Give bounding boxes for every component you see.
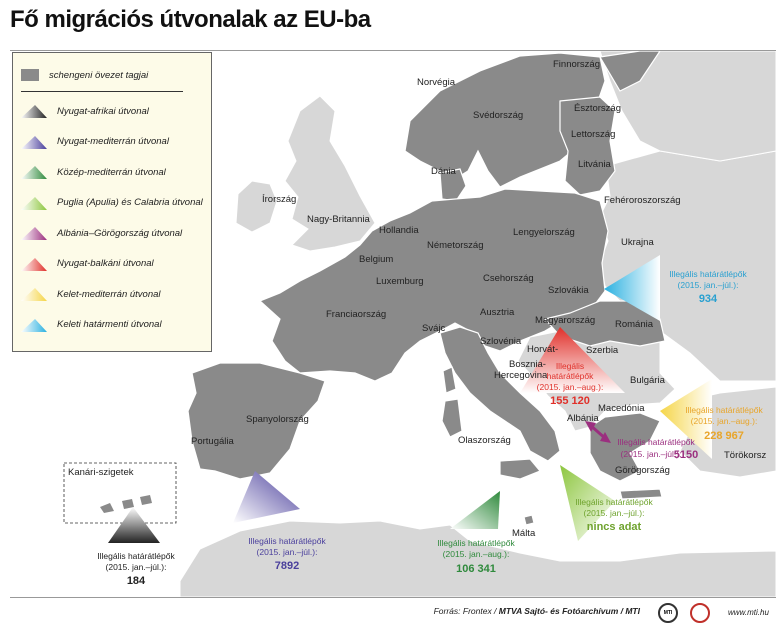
legend-divider — [21, 91, 183, 92]
label-belgium: Belgium — [359, 254, 394, 265]
label-lettorszag: Lettország — [571, 129, 616, 140]
label-nemetorszag: Németország — [427, 240, 484, 251]
stat-value: 106 341 — [456, 563, 496, 575]
map-legend — [12, 52, 212, 352]
stat-line: Illegális határátlépők — [437, 538, 515, 548]
label-magyarorszag: Magyarország — [535, 315, 596, 326]
legend-arrow-icon — [19, 256, 49, 272]
legend-label: Albánia–Görögország útvonal — [57, 227, 183, 239]
stat-value: 5150 — [673, 449, 699, 461]
source-credit — [434, 606, 640, 616]
stat-line: Illegális határátlépők — [97, 551, 175, 561]
legend-arrow-icon — [19, 317, 49, 333]
legend-arrow-icon — [19, 134, 49, 150]
stat-line: (2015. jan.–aug.): — [442, 549, 510, 559]
label-irorszag: Írország — [262, 194, 297, 205]
label-macedonia: Macedónia — [598, 403, 645, 414]
stat-line: (2015. jan.–júl.): — [256, 547, 318, 557]
label-olaszorszag: Olaszország — [458, 435, 511, 446]
stat-line: (2015. jan.–aug.): — [690, 416, 758, 426]
legend-item-route — [19, 103, 149, 119]
label-esztorszag: Észtország — [574, 103, 621, 114]
stat-value: 184 — [126, 575, 146, 587]
stat-line: (2015. jan.–aug.): — [536, 382, 604, 392]
stat-line: Illegális határátlépők — [617, 437, 695, 447]
source-bold: MTVA Sajtó- és Fotóarchívum / MTI — [498, 606, 640, 616]
legend-item-route — [19, 195, 203, 211]
label-bulgaria: Bulgária — [630, 375, 665, 386]
legend-arrow-icon — [19, 103, 49, 119]
stat-line: Illegális határátlépők — [575, 497, 653, 507]
legend-label: schengeni övezet tagjai — [49, 69, 149, 81]
label-feheroroszorszag: Fehéroroszország — [604, 195, 681, 206]
label-dania: Dánia — [431, 166, 456, 177]
label-luxemburg: Luxemburg — [376, 276, 424, 287]
label-bosznia: Bosznia- — [509, 359, 546, 370]
legend-label: Nyugat-mediterrán útvonal — [57, 136, 169, 147]
label-gorogorszag: Görögország — [615, 465, 670, 476]
legend-item-route — [19, 164, 166, 180]
stat-line: Illegális határátlépők — [669, 269, 747, 279]
stat-value: nincs adat — [586, 521, 642, 533]
label-albania: Albánia — [567, 413, 599, 424]
label-franciaorszag: Franciaország — [326, 309, 387, 320]
label-malta: Málta — [512, 528, 536, 539]
label-szerbia: Szerbia — [586, 345, 619, 356]
legend-item-route — [19, 256, 154, 272]
label-portugalia: Portugália — [191, 436, 234, 447]
stat-line: határátlépők — [546, 371, 594, 381]
label-romania: Románia — [615, 319, 654, 330]
legend-item-route — [19, 317, 162, 333]
label-svedorszag: Svédország — [473, 110, 524, 121]
stat-line: (2015. jan.–júl.): — [677, 280, 739, 290]
label-ukrajna: Ukrajna — [621, 237, 654, 248]
label-hercegovina: Hercegovina — [494, 370, 548, 381]
page-title: Fő migrációs útvonalak az EU-ba — [10, 6, 371, 33]
land-malta — [524, 515, 534, 525]
stat-value: 228 967 — [704, 430, 744, 442]
stat-value: 155 120 — [550, 395, 590, 407]
stat-value: 934 — [698, 293, 718, 305]
label-csehorszag: Csehország — [483, 273, 534, 284]
label-kanari: Kanári-szigetek — [68, 467, 134, 478]
legend-swatch-schengen — [19, 68, 41, 82]
stat-line: (2015. jan.–júl.): — [105, 562, 167, 572]
legend-label: Keleti határmenti útvonal — [57, 319, 162, 330]
stat-albania-greece — [617, 437, 698, 461]
label-szlovakia: Szlovákia — [548, 285, 589, 296]
label-svajc: Svájc — [422, 323, 446, 334]
label-litvania: Litvánia — [578, 159, 611, 170]
mti-logo-text: MTI — [663, 610, 673, 616]
source-prefix: Forrás: Frontex / — [433, 606, 499, 616]
label-hollandia: Hollandia — [379, 225, 419, 236]
label-nagybritannia: Nagy-Britannia — [307, 214, 370, 225]
legend-arrow-icon — [19, 164, 49, 180]
label-spanyolorszag: Spanyolország — [246, 414, 309, 425]
label-norvegia: Norvégia — [417, 77, 456, 88]
stat-line: (2015. jan.–júl.): — [583, 508, 645, 518]
legend-arrow-icon — [19, 225, 49, 241]
legend-arrow-icon — [19, 195, 49, 211]
legend-item-schengen — [19, 67, 148, 83]
legend-item-route — [19, 134, 169, 150]
legend-label: Kelet-mediterrán útvonal — [57, 288, 161, 300]
legend-label: Nyugat-afrikai útvonal — [57, 105, 149, 117]
label-szlovenia: Szlovénia — [480, 336, 522, 347]
legend-arrow-icon — [19, 286, 49, 302]
label-horvatorszag: Horvát- — [527, 344, 559, 355]
stat-line: Illegális határátlépők — [248, 536, 326, 546]
label-torokorszag: Törökorsz — [724, 450, 767, 461]
stat-value: 7892 — [274, 560, 300, 572]
legend-label: Nyugat-balkáni útvonal — [57, 258, 154, 269]
legend-label: Puglia (Apulia) és Calabria útvonal — [57, 197, 203, 208]
red-logo-icon — [690, 603, 710, 623]
legend-item-route — [19, 225, 182, 241]
legend-item-route — [19, 286, 161, 302]
stat-line: Illegális határátlépők — [685, 405, 763, 415]
label-ausztria: Ausztria — [480, 307, 515, 318]
web-url: www.mti.hu — [728, 608, 769, 617]
label-finnorszag: Finnország — [553, 59, 600, 70]
label-lengyelorszag: Lengyelország — [513, 227, 575, 238]
stat-line: (2015. jan.–júl.): — [620, 449, 682, 459]
legend-label: Közép-mediterrán útvonal — [57, 166, 166, 178]
stat-line: Illegális — [555, 361, 585, 371]
mti-logo-icon — [658, 603, 678, 623]
